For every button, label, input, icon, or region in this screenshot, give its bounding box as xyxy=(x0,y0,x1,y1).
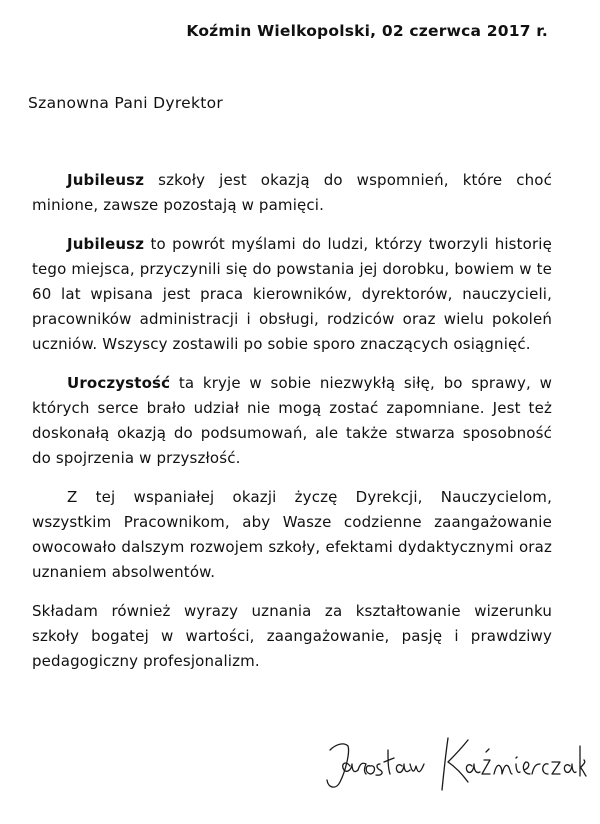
paragraph-4 xyxy=(32,485,552,585)
paragraph-2 xyxy=(32,232,552,357)
salutation: Szanowna Pani Dyrektor xyxy=(28,94,224,112)
paragraph-text: szkoły jest okazją do wspomnień, które choć minione, zawsze pozostają w pamięci. xyxy=(32,171,552,214)
paragraph-5 xyxy=(32,599,552,674)
paragraph-lead: Uroczystość xyxy=(67,374,171,392)
letter-body xyxy=(32,168,552,688)
dateline: Koźmin Wielkopolski, 02 czerwca 2017 r. xyxy=(186,22,548,40)
paragraph-1 xyxy=(32,168,552,218)
paragraph-text: ta kryje w sobie niezwykłą siłę, bo sprawy, w których serce brało udział nie mogą zostać zapomniane. Jest też doskonałą okazją do podsumowań, ale także stwarza sposobność do spojrzenia w przyszłość. xyxy=(32,374,552,467)
paragraph-text: to powrót myślami do ludzi, którzy tworzyli historię tego miejsca, przyczynili się do powstania jej dorobku, bowiem w te 60 lat wpisana jest praca kierowników, dyrektorów, nauczycieli, pracowników administracji i obsługi, rodziców oraz wielu pokoleń uczniów. Wszyscy zostawili po sobie sporo znaczących osiągnięć. xyxy=(32,235,552,353)
paragraph-text: Składam również wyrazy uznania za kształtowanie wizerunku szkoły bogatej w wartości, zaangażowanie, pasję i prawdziwy pedagogiczny profesjonalizm. xyxy=(32,602,552,670)
handwritten-signature xyxy=(318,720,588,810)
paragraph-text: Z tej wspaniałej okazji życzę Dyrekcji, Nauczycielom, wszystkim Pracownikom, aby Wasze codzienne zaangażowanie owocowało dalszym rozwojem szkoły, efektami dydaktycznymi oraz uznaniem absolwentów. xyxy=(32,488,552,581)
paragraph-lead: Jubileusz xyxy=(67,235,145,253)
signature-drawing xyxy=(318,720,588,810)
paragraph-3 xyxy=(32,371,552,471)
paragraph-lead: Jubileusz xyxy=(67,171,145,189)
